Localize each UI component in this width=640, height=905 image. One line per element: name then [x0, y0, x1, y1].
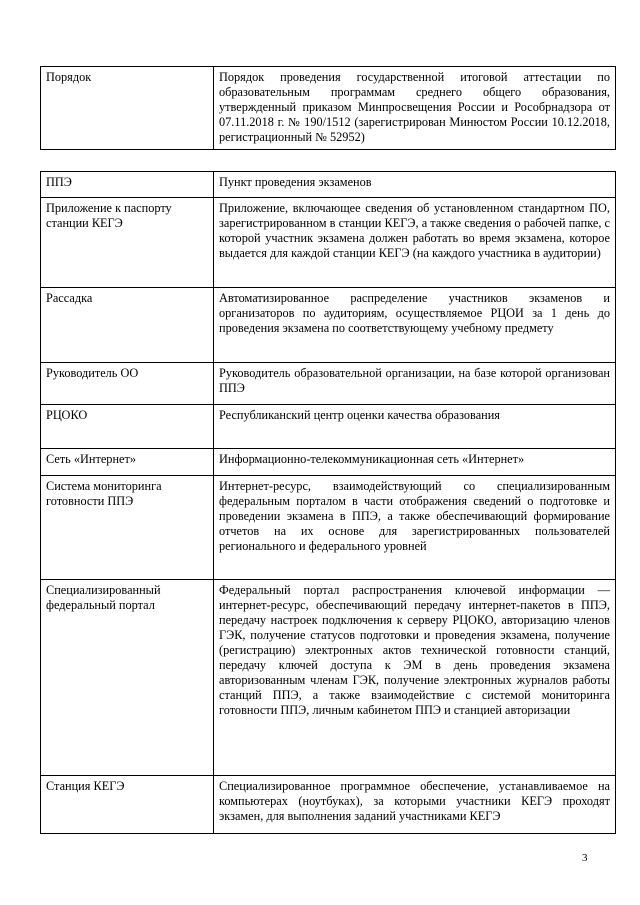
- table-row: [41, 67, 616, 150]
- definition-cell: Порядок проведения государственной итоговой аттестации по образовательным программам среднего общего образования, утвержденный приказом Минпросвещения России и Рособрнадзора от 07.11.2018 г. № 190/1512 (зарегистрирован Минюстом России 10.12.2018, регистрационный № 52952): [214, 67, 616, 150]
- term-cell: Специализированный федеральный портал: [41, 580, 214, 776]
- term-cell: ППЭ: [41, 172, 214, 198]
- abbreviations-table-top: [40, 66, 616, 150]
- term-cell: Станция КЕГЭ: [41, 776, 214, 834]
- term-cell: Руководитель ОО: [41, 363, 214, 405]
- table-row: [41, 198, 616, 288]
- definition-cell: Республиканский центр оценки качества образования: [214, 405, 616, 449]
- table-row: [41, 776, 616, 834]
- table-row: [41, 580, 616, 776]
- table-row: [41, 363, 616, 405]
- table-row: [41, 288, 616, 363]
- table-row: [41, 405, 616, 449]
- term-cell: Приложение к паспорту станции КЕГЭ: [41, 198, 214, 288]
- definition-cell: Автоматизированное распределение участников экзаменов и организаторов по аудиториям, осуществляемое РЦОИ за 1 день до проведения экзамена по соответствующему учебному предмету: [214, 288, 616, 363]
- table-row: [41, 172, 616, 198]
- table-row: [41, 449, 616, 476]
- definition-cell: Руководитель образовательной организации, на базе которой организован ППЭ: [214, 363, 616, 405]
- term-cell: Сеть «Интернет»: [41, 449, 214, 476]
- definition-cell: Федеральный портал распространения ключевой информации — интернет-ресурс, обеспечивающий передачу интернет-пакетов в ППЭ, передачу настроек подключения к серверу РЦОКО, авторизацию членов ГЭК, получение статусов подготовки и проведения экзамена, получение (регистрацию) электронных актов технической готовности станций, передачу ключей доступа к ЭМ в день проведения экзамена авторизованным членам ГЭК, получение электронных журналов работы станций ППЭ, а также взаимодействие с системой мониторинга готовности ППЭ, личным кабинетом ППЭ и станцией авторизации: [214, 580, 616, 776]
- table-row: [41, 476, 616, 580]
- definition-cell: Приложение, включающее сведения об установленном стандартном ПО, зарегистрированном в станции КЕГЭ, а также сведения о рабочей папке, с которой участник экзамена должен работать во время экзамена, которое выдается для каждой станции КЕГЭ (на каждого участника в аудитории): [214, 198, 616, 288]
- abbreviations-table-main: [40, 171, 616, 834]
- term-cell: Порядок: [41, 67, 214, 150]
- definition-cell: Интернет-ресурс, взаимодействующий со специализированным федеральным порталом в части отображения сведений о подготовке и проведении экзамена в ППЭ, а также обеспечивающий формирование отчетов на их основе для зарегистрированных пользователей регионального и федерального уровней: [214, 476, 616, 580]
- definition-cell: Специализированное программное обеспечение, устанавливаемое на компьютерах (ноутбуках), за которыми участники КЕГЭ проходят экзамен, для выполнения заданий участниками КЕГЭ: [214, 776, 616, 834]
- term-cell: Система мониторинга готовности ППЭ: [41, 476, 214, 580]
- definition-cell: Пункт проведения экзаменов: [214, 172, 616, 198]
- term-cell: Рассадка: [41, 288, 214, 363]
- term-cell: РЦОКО: [41, 405, 214, 449]
- definition-cell: Информационно-телекоммуникационная сеть «Интернет»: [214, 449, 616, 476]
- page-number: 3: [582, 852, 588, 864]
